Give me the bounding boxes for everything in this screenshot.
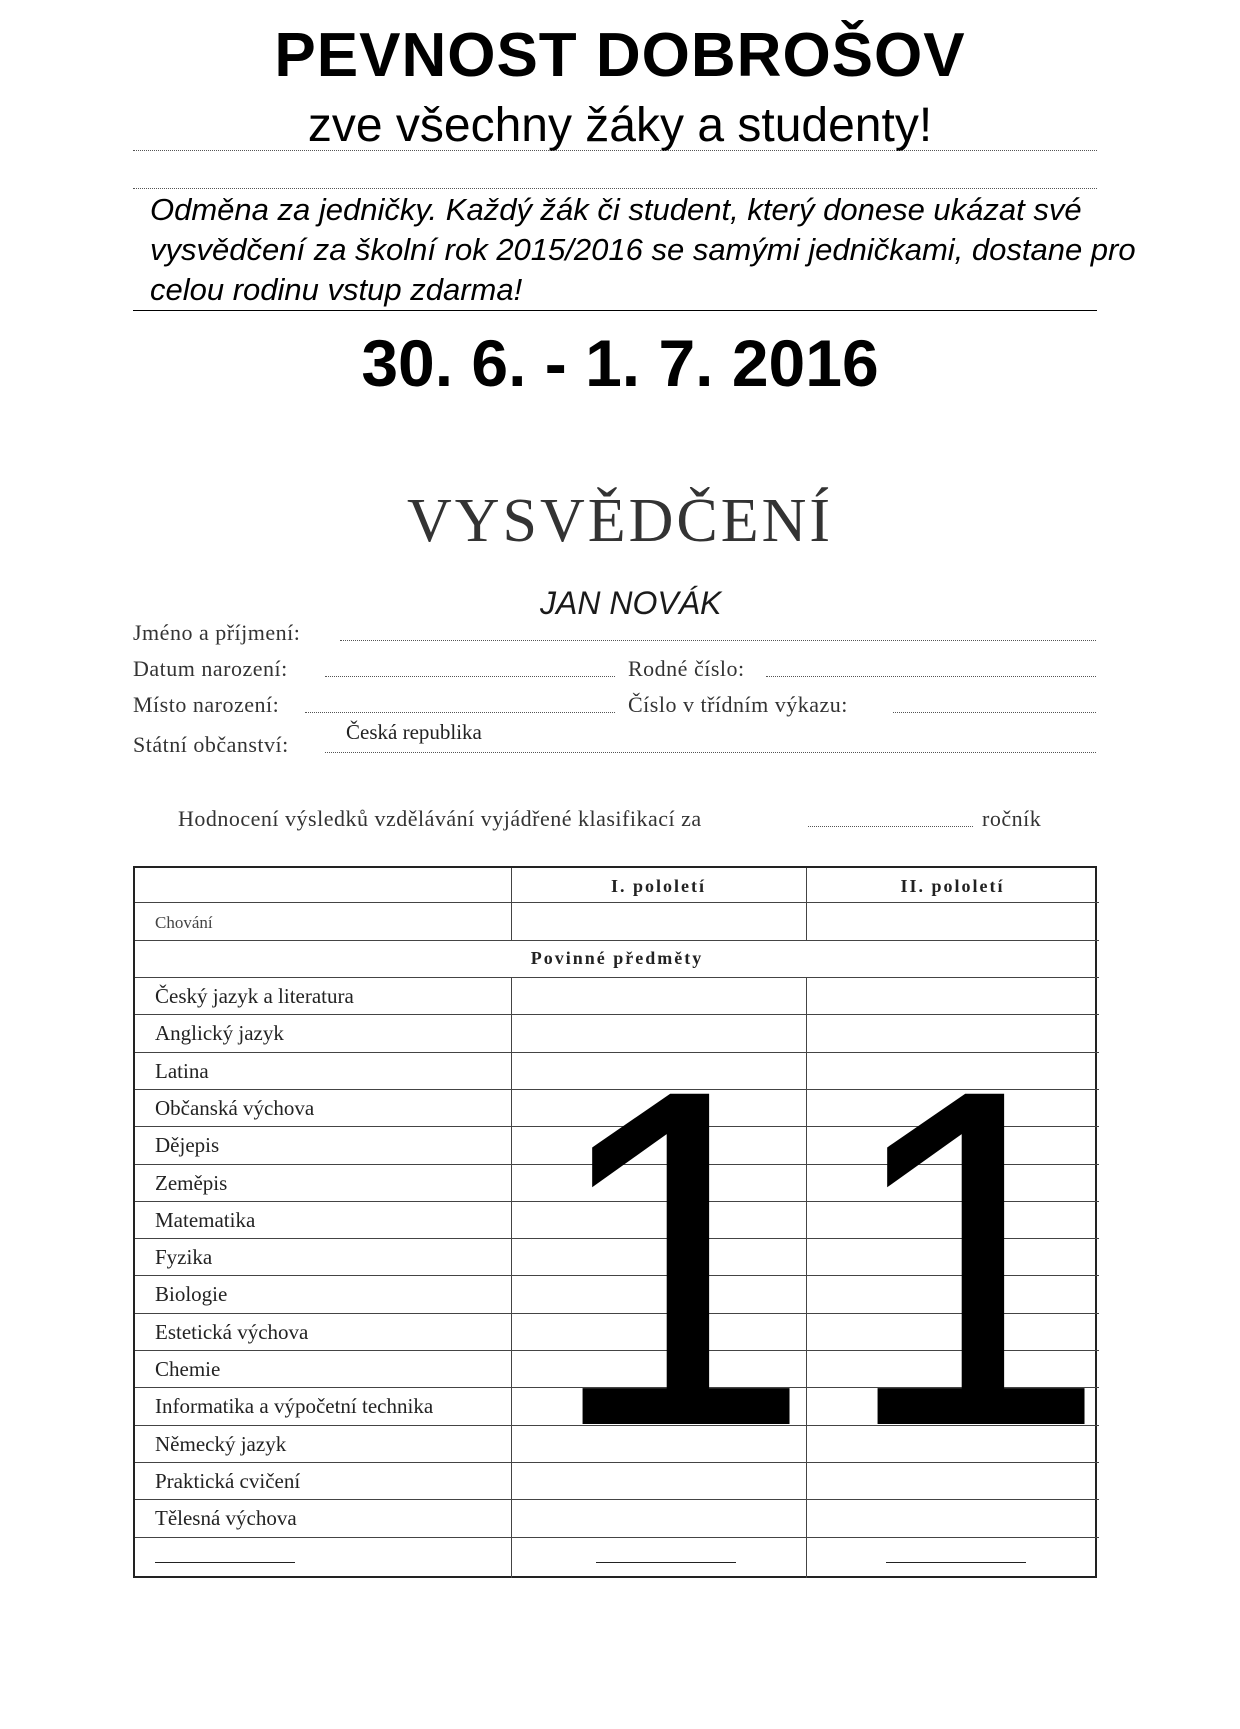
column-header-second-term: II. pololetí xyxy=(900,876,1005,896)
section-header: Povinné předměty xyxy=(530,948,704,968)
subject-label: Fyzika xyxy=(155,1245,213,1270)
subject-label: Dějepis xyxy=(155,1133,220,1158)
behavior-label: Chování xyxy=(155,913,213,932)
grade-second-term: 1 xyxy=(841,989,1108,1526)
name-line xyxy=(340,640,1096,641)
subject-label: Anglický jazyk xyxy=(155,1021,284,1046)
column-divider xyxy=(511,977,512,1578)
blank-line xyxy=(155,1562,295,1563)
promo-dates: 30. 6. - 1. 7. 2016 xyxy=(361,326,879,400)
divider-solid xyxy=(133,310,1097,311)
subject-label: Latina xyxy=(155,1058,209,1083)
birth-number-label: Rodné číslo: xyxy=(628,656,745,681)
row-divider xyxy=(135,902,1099,903)
evaluation-prefix: Hodnocení výsledků vzdělávání vyjádřené klasifikací za xyxy=(178,806,702,831)
citizenship-value: Česká republika xyxy=(346,720,482,744)
certificate-title: VYSVĚDČENÍ xyxy=(406,487,834,555)
subject-label: Chemie xyxy=(155,1357,221,1381)
grade-year-line xyxy=(808,826,973,827)
class-register-label: Číslo v třídním výkazu: xyxy=(628,692,848,717)
column-divider xyxy=(806,868,807,940)
row-divider xyxy=(135,940,1099,941)
promo-title: PEVNOST DOBROŠOV xyxy=(274,21,966,90)
birth-date-label: Datum narození: xyxy=(133,656,288,681)
citizenship-line xyxy=(325,752,1096,753)
row-divider xyxy=(135,977,1099,978)
row-divider xyxy=(135,1537,1099,1538)
class-register-line xyxy=(893,712,1096,713)
subject-label: Praktická cvičení xyxy=(155,1468,301,1493)
birth-place-label: Místo narození: xyxy=(133,692,280,717)
name-label: Jméno a příjmení: xyxy=(133,620,301,645)
evaluation-suffix: ročník xyxy=(982,806,1042,831)
subject-label: Estetická výchova xyxy=(155,1319,309,1344)
blank-line xyxy=(886,1562,1026,1563)
birth-date-line xyxy=(325,676,615,677)
subject-label: Tělesná výchova xyxy=(155,1506,297,1531)
birth-number-line xyxy=(766,676,1096,677)
subject-label: Biologie xyxy=(155,1282,228,1307)
grade-first-term: 1 xyxy=(546,989,813,1526)
divider-dotted xyxy=(133,188,1097,189)
subject-label: Matematika xyxy=(155,1207,256,1232)
birth-place-line xyxy=(305,712,615,713)
grades-table xyxy=(133,866,1108,1578)
divider-dotted xyxy=(133,150,1097,151)
citizenship-label: Státní občanství: xyxy=(133,732,289,757)
promo-subtitle: zve všechny žáky a studenty! xyxy=(307,99,933,152)
promo-offer-text: Odměna za jedničky. Každý žák či student, který donese ukázat své vysvědčení za školní rok 2015/2016 se samými jedničkami, dostane pro celou rodinu vstup zdarma! xyxy=(150,192,1136,307)
blank-line xyxy=(596,1562,736,1563)
subject-label: Český jazyk a literatura xyxy=(155,984,354,1008)
subject-label: Zeměpis xyxy=(155,1170,228,1195)
column-divider xyxy=(511,868,512,940)
student-name: JAN NOVÁK xyxy=(540,585,722,621)
subject-label: Informatika a výpočetní technika xyxy=(155,1394,434,1419)
subject-label: Občanská výchova xyxy=(155,1095,315,1120)
column-header-first-term: I. pololetí xyxy=(610,876,706,896)
subject-label: Německý jazyk xyxy=(155,1431,287,1456)
